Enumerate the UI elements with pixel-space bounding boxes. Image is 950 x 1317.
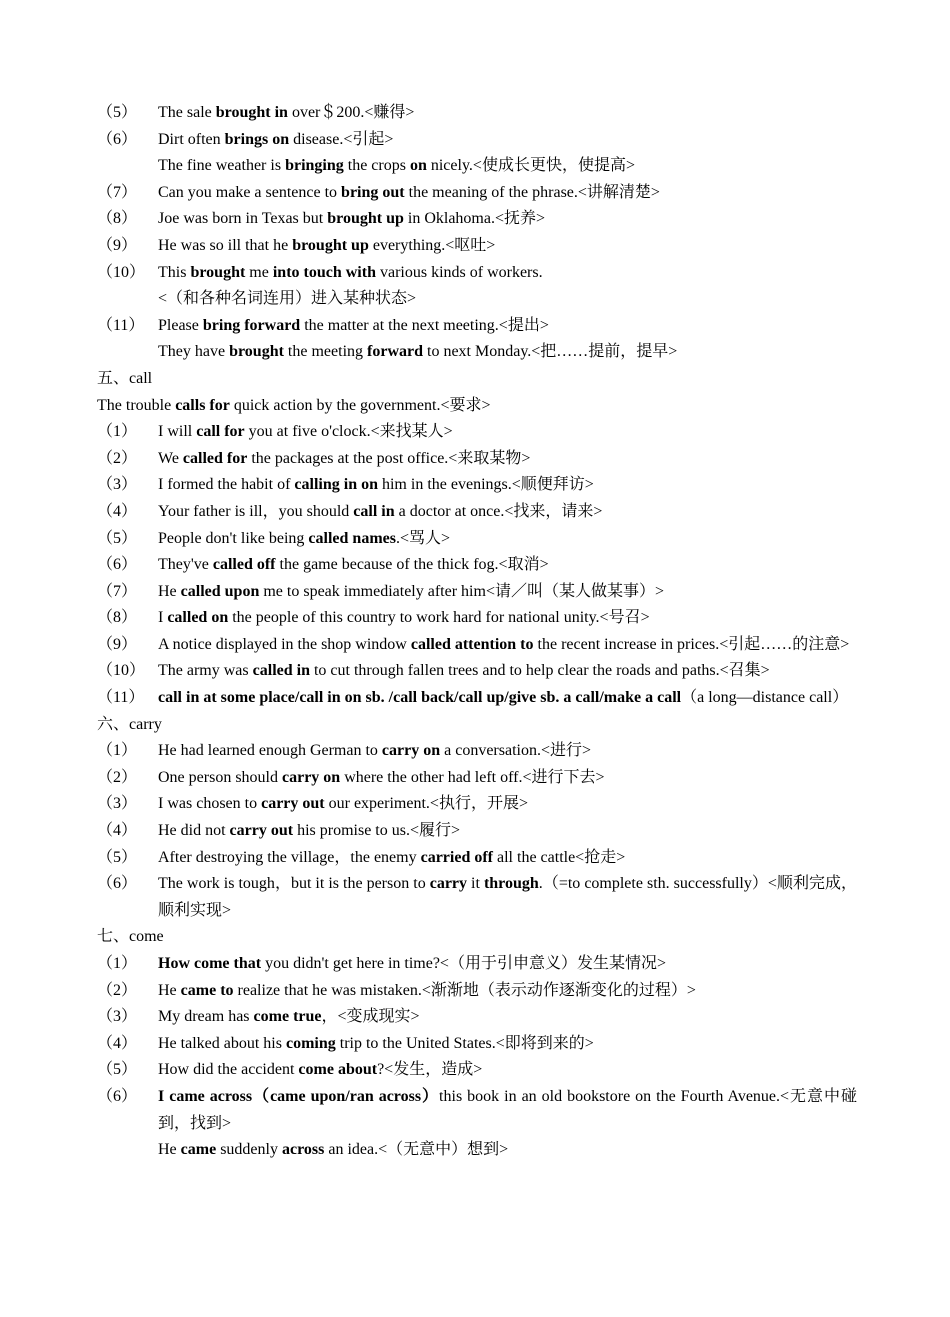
- item-number: （1）: [97, 742, 138, 760]
- item-number: （3）: [97, 795, 138, 813]
- item-text: [158, 339, 857, 366]
- item-number: （9）: [97, 236, 138, 254]
- text-run: the game because of the thick fog.<取消>: [275, 556, 549, 574]
- bold-phrase: brought up: [292, 236, 369, 254]
- bold-phrase: called attention to: [410, 635, 534, 653]
- text-run: He was so ill that he: [158, 236, 293, 254]
- text-run: the people of this country to work hard for national unity.<号召>: [228, 609, 650, 627]
- continuation-line: [97, 286, 857, 313]
- text-run: 七、come: [97, 928, 164, 946]
- text-run: trip to the United States.<即将到来的>: [335, 1034, 594, 1052]
- bold-phrase: carry out: [261, 795, 325, 813]
- text-run: He talked about his: [158, 1034, 286, 1052]
- text-run: nicely.<使成长更快，使提高>: [426, 157, 635, 175]
- text-run: The army was: [158, 662, 253, 680]
- text-run: .（=to complete sth. successfully）<顺利完成，顺利实现>: [158, 875, 857, 919]
- item-text: [158, 818, 857, 845]
- text-run: me: [245, 263, 273, 281]
- bold-phrase: called names: [308, 529, 396, 547]
- text-run: （a long—distance call）: [681, 689, 849, 707]
- text-run: suddenly: [216, 1141, 282, 1159]
- text-run: the matter at the next meeting.<提出>: [300, 316, 549, 334]
- item-text: [158, 127, 857, 154]
- list-item: [97, 499, 857, 526]
- text-run: various kinds of workers.: [375, 263, 543, 281]
- bold-phrase: bring out: [341, 183, 405, 201]
- bold-phrase: bringing: [285, 157, 344, 175]
- item-number: （2）: [97, 981, 138, 999]
- text-run: Joe was born in Texas but: [158, 210, 328, 228]
- text-run: to next Monday.<把……提前，提早>: [423, 343, 678, 361]
- text-run: I formed the habit of: [158, 476, 295, 494]
- list-item: [97, 552, 857, 579]
- item-text: [158, 632, 857, 659]
- list-item: [97, 1004, 857, 1031]
- list-item: [97, 206, 857, 233]
- item-text: [158, 206, 857, 233]
- text-run: 五、call: [97, 369, 153, 387]
- item-number: （7）: [97, 582, 138, 600]
- item-text: [158, 180, 857, 207]
- bold-phrase: across: [281, 1141, 325, 1159]
- section-heading: [97, 924, 857, 951]
- bold-phrase: carry out: [229, 822, 294, 840]
- item-text: [158, 552, 857, 579]
- item-number: （4）: [97, 1034, 138, 1052]
- bold-phrase: came: [180, 1141, 217, 1159]
- bold-phrase: into touch with: [272, 263, 376, 281]
- text-run: One person should: [158, 768, 282, 786]
- list-item: [97, 127, 857, 154]
- bold-phrase: carried off: [420, 848, 493, 866]
- list-item: [97, 260, 857, 287]
- text-run: realize that he was mistaken.<渐渐地（表示动作逐渐变化的过程）>: [233, 981, 696, 999]
- text-run: an idea.<（无意中）想到>: [324, 1141, 509, 1159]
- text-run: you at five o'clock.<来找某人>: [244, 423, 453, 441]
- list-item: [97, 1057, 857, 1084]
- item-number: （5）: [97, 104, 138, 121]
- item-text: [158, 845, 857, 872]
- item-number: （1）: [97, 955, 138, 972]
- text-run: He had learned enough German to: [158, 742, 382, 760]
- item-text: [158, 978, 857, 1005]
- item-number: （6）: [97, 130, 138, 148]
- text-run: <（和各种名词连用）进入某种状态>: [158, 290, 417, 308]
- bold-phrase: came to: [180, 981, 234, 999]
- text-run: The trouble: [97, 396, 176, 414]
- item-number: （10）: [97, 662, 146, 680]
- text-run: I was chosen to: [158, 795, 262, 813]
- bold-phrase: called on: [167, 609, 229, 627]
- item-number: （2）: [97, 449, 138, 467]
- text-run: all the cattle<抢走>: [493, 848, 626, 866]
- bold-phrase: carry on: [381, 742, 441, 760]
- item-number: （10）: [97, 263, 146, 281]
- bold-phrase: coming: [285, 1034, 336, 1052]
- item-number: （6）: [97, 875, 138, 893]
- bold-phrase: I came across（came upon/ran across）: [158, 1087, 440, 1105]
- list-item: [97, 791, 857, 818]
- item-number: （8）: [97, 210, 138, 228]
- list-item: [97, 818, 857, 845]
- text-run: 六、carry: [97, 715, 162, 733]
- item-text: [158, 1137, 857, 1164]
- list-item: [97, 180, 857, 207]
- list-item: [97, 632, 857, 659]
- bold-phrase: brought: [229, 343, 284, 361]
- item-number: （11）: [97, 689, 145, 707]
- text-run: ?<发生，造成>: [377, 1061, 483, 1079]
- section-heading: [97, 366, 857, 393]
- item-text: [158, 286, 857, 313]
- text-run: a conversation.<进行>: [440, 742, 592, 760]
- item-text: [158, 1004, 857, 1031]
- text-run: This: [158, 263, 191, 281]
- item-number: （7）: [97, 183, 138, 201]
- continuation-line: [97, 1137, 857, 1164]
- text-run: Your father is ill，you should: [158, 502, 354, 520]
- bold-phrase: carry: [429, 875, 468, 893]
- bold-phrase: brought: [190, 263, 246, 281]
- list-item: [97, 446, 857, 473]
- item-number: （11）: [97, 316, 145, 334]
- item-number: （3）: [97, 1008, 138, 1026]
- text-run: this book in an old bookstore on the Fourth Avenue.<无意中碰到，找到>: [158, 1087, 857, 1132]
- text-run: the meaning of the phrase.<讲解清楚>: [404, 183, 660, 201]
- item-text: [158, 472, 857, 499]
- item-text: [158, 260, 857, 287]
- text-run: a doctor at once.<找来，请来>: [394, 502, 603, 520]
- item-text: [158, 1057, 857, 1084]
- list-item: [97, 233, 857, 260]
- bold-phrase: on: [409, 157, 427, 175]
- bold-phrase: come true: [253, 1008, 322, 1026]
- bold-phrase: through: [483, 875, 539, 893]
- list-item: [97, 579, 857, 606]
- text-run: the crops: [343, 157, 410, 175]
- section-heading: [97, 712, 857, 739]
- text-run: After destroying the village，the enemy: [158, 848, 421, 866]
- list-item: [97, 100, 857, 127]
- text-run: We: [158, 449, 183, 467]
- text-run: quick action by the government.<要求>: [229, 396, 491, 414]
- item-number: （4）: [97, 502, 138, 520]
- item-text: [158, 765, 857, 792]
- text-run: They have: [158, 343, 230, 361]
- list-item: [97, 1084, 857, 1137]
- continuation-line: [97, 153, 857, 180]
- item-text: [158, 738, 857, 765]
- list-item: [97, 472, 857, 499]
- item-number: （9）: [97, 635, 138, 653]
- list-item: [97, 313, 857, 340]
- bold-phrase: come about: [298, 1061, 378, 1079]
- list-item: [97, 685, 857, 712]
- item-number: （1）: [97, 423, 138, 441]
- text-run: over＄200.<赚得>: [287, 104, 415, 121]
- document-page: [97, 100, 857, 1164]
- text-run: the meeting: [283, 343, 368, 361]
- item-text: [158, 791, 857, 818]
- text-run: Can you make a sentence to: [158, 183, 342, 201]
- text-run: A notice displayed in the shop window: [158, 635, 411, 653]
- item-text: [158, 419, 857, 446]
- item-number: （5）: [97, 1061, 138, 1079]
- list-item: [97, 738, 857, 765]
- text-run: to cut through fallen trees and to help clear the roads and paths.<召集>: [309, 662, 770, 680]
- list-item: [97, 658, 857, 685]
- text-run: everything.<呕吐>: [368, 236, 496, 254]
- text-run: him in the evenings.<顺便拜访>: [377, 476, 594, 494]
- bold-phrase: called off: [212, 556, 276, 574]
- bold-phrase: calling in on: [294, 476, 378, 494]
- list-item: [97, 845, 857, 872]
- item-text: [158, 233, 857, 260]
- text-run: How did the accident: [158, 1061, 299, 1079]
- text-run: disease.<引起>: [289, 130, 394, 148]
- example-sentence: [97, 393, 857, 420]
- bold-phrase: called for: [182, 449, 248, 467]
- text-run: me to speak immediately after him<请／叫（某人做某事）>: [259, 582, 664, 600]
- item-number: （4）: [97, 822, 138, 840]
- text-run: ，<变成现实>: [321, 1008, 420, 1026]
- text-run: He: [158, 582, 181, 600]
- item-text: [158, 100, 857, 127]
- continuation-line: [97, 339, 857, 366]
- bold-phrase: brought up: [327, 210, 404, 228]
- bold-phrase: How come that: [158, 955, 262, 972]
- bold-phrase: brings on: [224, 130, 290, 148]
- list-item: [97, 871, 857, 924]
- list-item: [97, 978, 857, 1005]
- bold-phrase: carry on: [281, 768, 341, 786]
- list-item: [97, 605, 857, 632]
- item-text: [158, 1031, 857, 1058]
- text-run: They've: [158, 556, 213, 574]
- item-text: [158, 153, 857, 180]
- item-number: （5）: [97, 848, 138, 866]
- bold-phrase: call in at some place/call in on sb. /call back/call up/give sb. a call/make a call: [158, 689, 682, 707]
- text-run: He: [158, 1141, 181, 1159]
- text-run: My dream has: [158, 1008, 254, 1026]
- item-text: [158, 871, 857, 924]
- text-run: People don't like being: [158, 529, 309, 547]
- list-item: [97, 765, 857, 792]
- text-run: the packages at the post office.<来取某物>: [247, 449, 531, 467]
- bold-phrase: bring forward: [202, 316, 301, 334]
- bold-phrase: brought in: [215, 104, 288, 121]
- text-run: .<骂人>: [395, 529, 451, 547]
- text-run: in Oklahoma.<抚养>: [403, 210, 546, 228]
- text-run: He: [158, 981, 181, 999]
- text-run: Please: [158, 316, 203, 334]
- item-text: [158, 1084, 857, 1137]
- item-number: （6）: [97, 1087, 138, 1105]
- list-item: [97, 526, 857, 553]
- text-run: our experiment.<执行，开展>: [324, 795, 528, 813]
- bold-phrase: call for: [196, 423, 245, 441]
- item-text: [158, 951, 857, 978]
- item-text: [158, 499, 857, 526]
- list-item: [97, 419, 857, 446]
- item-number: （3）: [97, 476, 138, 494]
- item-text: [158, 685, 857, 712]
- item-number: （6）: [97, 556, 138, 574]
- bold-phrase: called in: [252, 662, 310, 680]
- bold-phrase: forward: [367, 343, 423, 361]
- item-text: [158, 526, 857, 553]
- item-number: （5）: [97, 529, 138, 547]
- text-run: He did not: [158, 822, 230, 840]
- bold-phrase: call in: [353, 502, 395, 520]
- text-run: I: [158, 609, 168, 627]
- text-run: The sale: [158, 104, 216, 121]
- item-text: [158, 446, 857, 473]
- item-number: （2）: [97, 768, 138, 786]
- item-text: [158, 579, 857, 606]
- text-run: it: [467, 875, 484, 893]
- list-item: [97, 1031, 857, 1058]
- text-run: his promise to us.<履行>: [293, 822, 461, 840]
- list-item: [97, 951, 857, 978]
- item-text: [158, 313, 857, 340]
- text-run: Dirt often: [158, 130, 225, 148]
- text-run: I will: [158, 423, 197, 441]
- item-text: [158, 658, 857, 685]
- bold-phrase: called upon: [180, 582, 260, 600]
- bold-phrase: calls for: [175, 396, 230, 414]
- text-run: the recent increase in prices.<引起……的注意>: [533, 635, 850, 653]
- text-run: The work is tough，but it is the person to: [158, 875, 430, 893]
- text-run: you didn't get here in time?<（用于引申意义）发生某情况>: [261, 955, 666, 972]
- text-run: where the other had left off.<进行下去>: [340, 768, 605, 786]
- item-text: [158, 605, 857, 632]
- text-run: The fine weather is: [158, 157, 286, 175]
- item-number: （8）: [97, 609, 138, 627]
